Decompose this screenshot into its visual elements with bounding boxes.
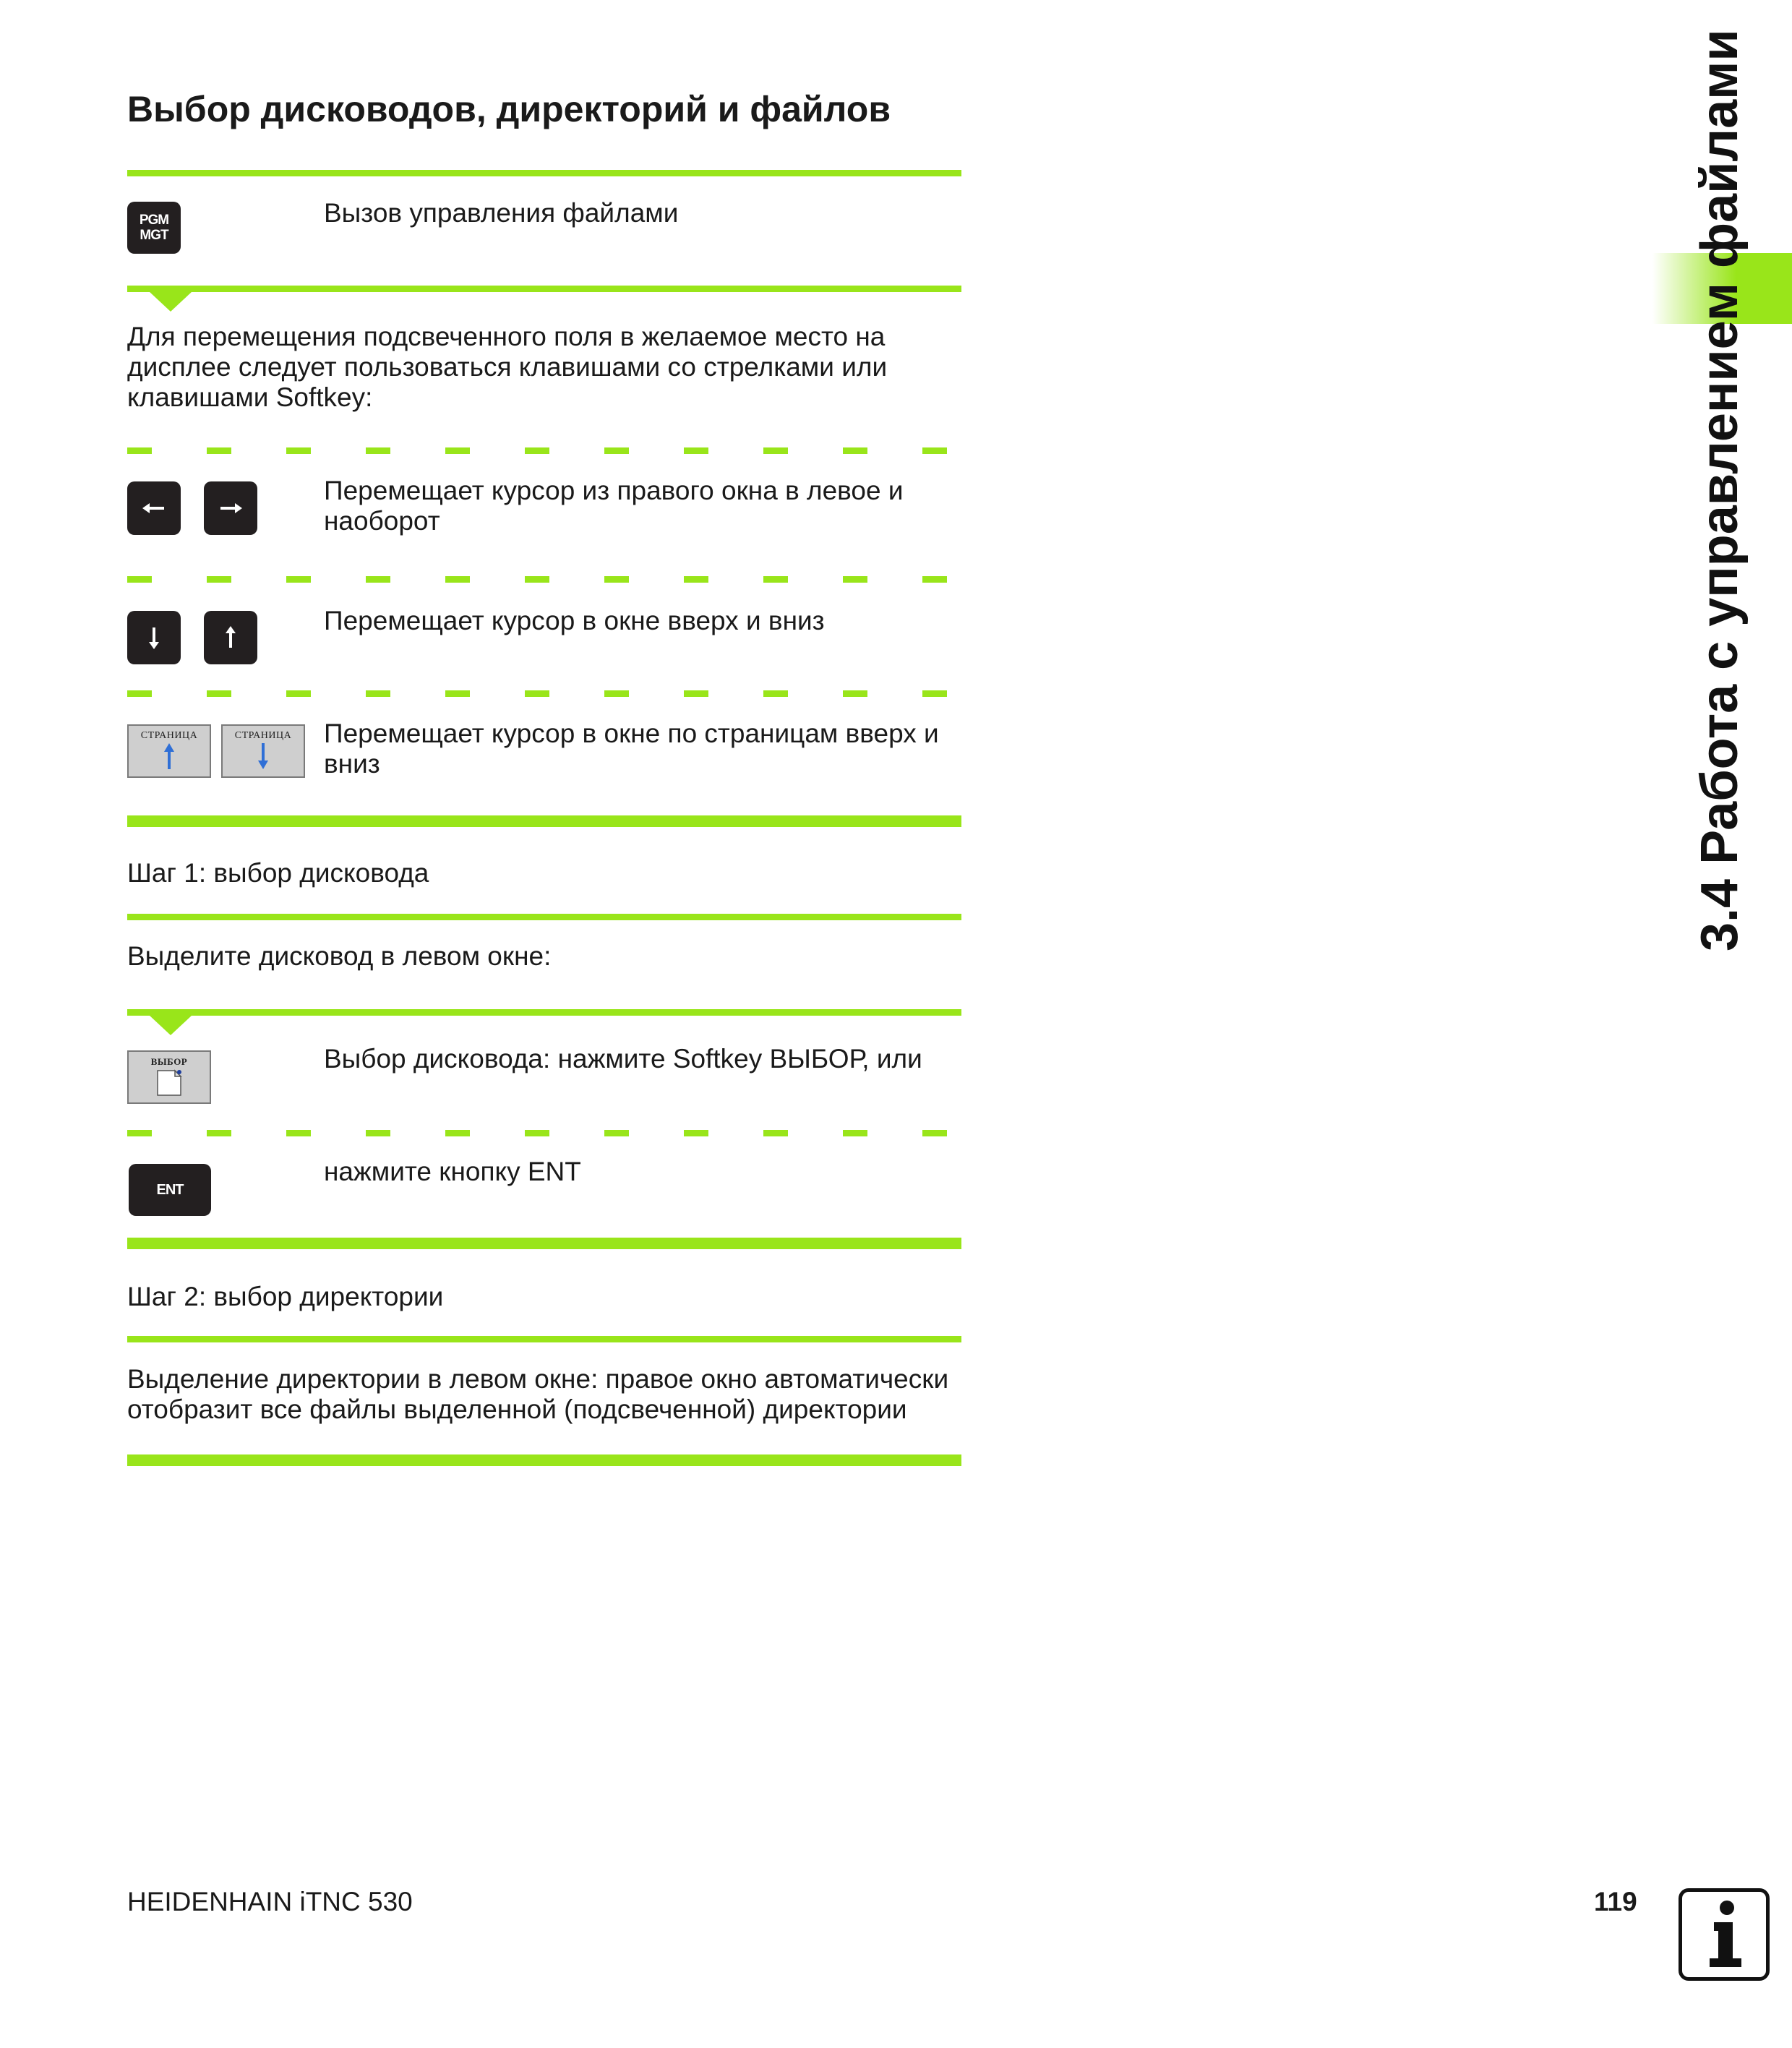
left-right-description: Перемещает курсор из правого окна в левое и наоборот: [324, 476, 904, 536]
chapter-title-text: 3.4 Работа с управлением файлами: [1691, 29, 1749, 951]
pgm-mgt-key-line2: MGT: [140, 228, 168, 243]
divider-thick: [127, 1454, 961, 1466]
page-up-softkey-label: СТРАНИЦА: [140, 730, 198, 741]
arrow-down-icon: [147, 623, 161, 652]
dashed-divider: [127, 576, 951, 583]
select-softkey[interactable]: [127, 1050, 211, 1104]
ent-key[interactable]: [129, 1164, 211, 1216]
divider-thick: [127, 815, 961, 827]
page-down-softkey[interactable]: [221, 724, 305, 778]
divider: [127, 914, 961, 920]
page-up-softkey[interactable]: [127, 724, 211, 778]
divider-thick: [127, 1238, 961, 1249]
step2-description: Выделение директории в левом окне: правое окно автоматически отобразит все файлы выделенной (подсвеченной) директории: [127, 1364, 949, 1424]
dashed-divider: [127, 690, 951, 697]
pgm-mgt-key-line1: PGM: [139, 213, 169, 228]
intro-paragraph: Для перемещения подсвеченного поля в желаемое место на дисплее следует пользоваться клавишами со стрелками или клавишами Softkey:: [127, 322, 888, 412]
footer-manual-name: HEIDENHAIN iTNC 530: [127, 1887, 413, 1916]
ent-key-description: нажмите кнопку ENT: [324, 1157, 581, 1186]
divider-notch: [149, 1015, 192, 1035]
arrow-up-icon: [223, 623, 238, 652]
arrow-left-icon: [140, 501, 168, 515]
divider: [127, 286, 961, 292]
divider: [127, 170, 961, 176]
page-title: Выбор дисководов, директорий и файлов: [127, 89, 891, 129]
select-softkey-description: Выбор дисковода: нажмите Softkey ВЫБОР, или: [324, 1044, 922, 1074]
dashed-divider: [127, 1130, 951, 1136]
step1-description: Выделите дисковод в левом окне:: [127, 941, 552, 971]
arrow-right-icon: [216, 501, 245, 515]
arrow-down-icon: [256, 742, 270, 771]
up-down-description: Перемещает курсор в окне вверх и вниз: [324, 606, 825, 635]
pgm-mgt-key[interactable]: [127, 202, 181, 254]
info-i-glyph: [1682, 1892, 1766, 1977]
arrow-left-key[interactable]: [127, 481, 181, 535]
step1-heading: Шаг 1: выбор дисковода: [127, 858, 429, 888]
ent-key-label: ENT: [156, 1181, 184, 1198]
step2-heading: Шаг 2: выбор директории: [127, 1282, 444, 1311]
page-up-down-description: Перемещает курсор в окне по страницам вверх и вниз: [324, 719, 939, 779]
page-number: 119: [1594, 1887, 1637, 1916]
pgm-mgt-description: Вызов управления файлами: [324, 198, 679, 228]
select-softkey-label: ВЫБОР: [150, 1056, 188, 1067]
arrow-up-icon: [162, 742, 176, 771]
arrow-down-key[interactable]: [127, 611, 181, 664]
divider: [127, 1336, 961, 1342]
document-icon: [153, 1068, 185, 1097]
divider: [127, 1009, 961, 1016]
arrow-right-key[interactable]: [204, 481, 257, 535]
page-down-softkey-label: СТРАНИЦА: [234, 730, 292, 741]
arrow-up-key[interactable]: [204, 611, 257, 664]
divider-notch: [149, 291, 192, 312]
info-icon: [1679, 1888, 1770, 1981]
dashed-divider: [127, 447, 951, 454]
